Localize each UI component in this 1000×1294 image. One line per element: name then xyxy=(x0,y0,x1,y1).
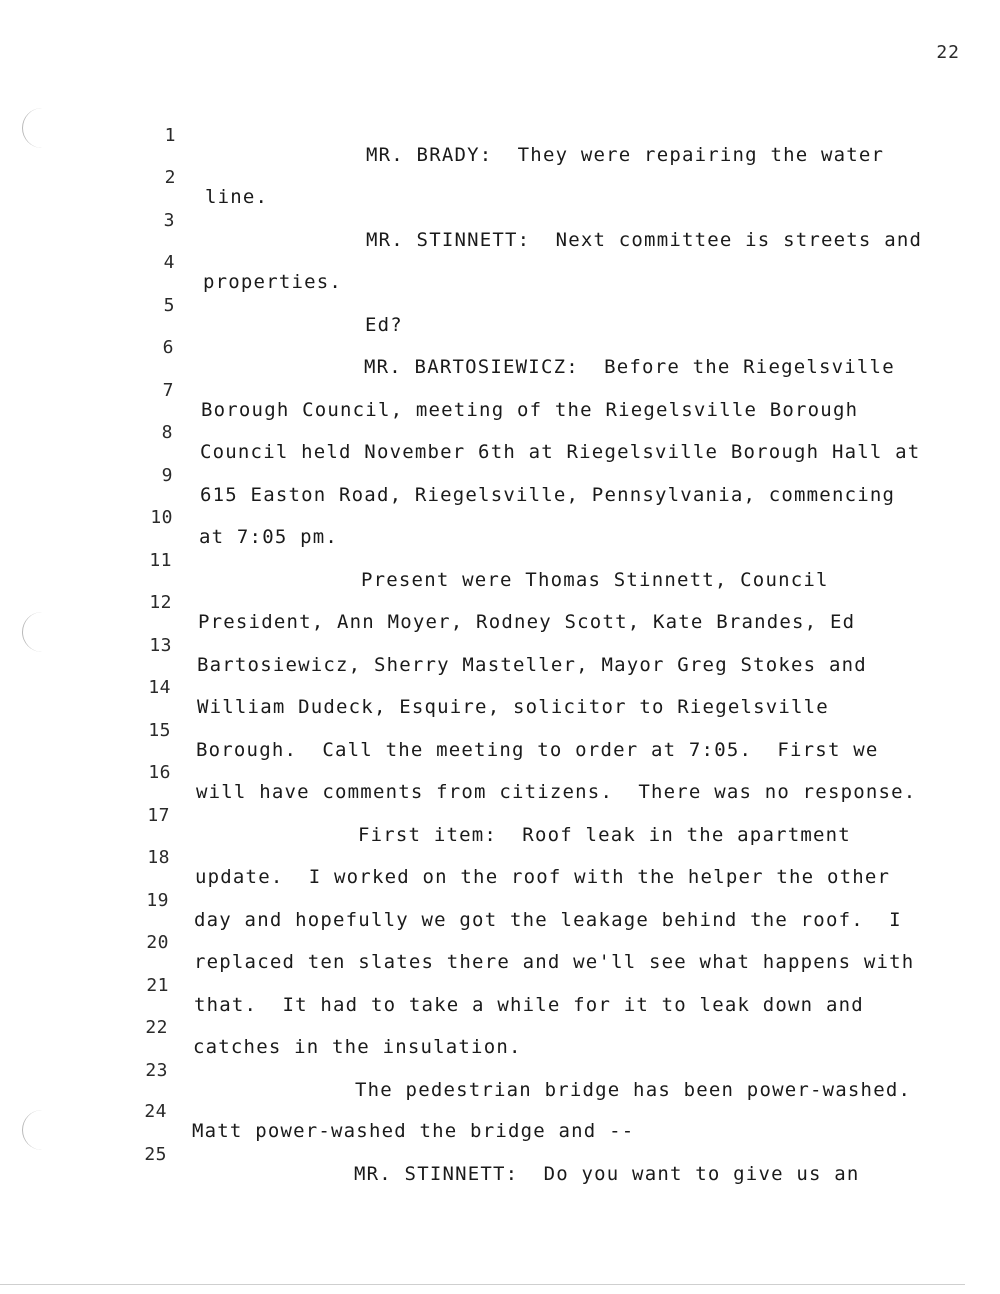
line-text: Matt power-washed the bridge and -- xyxy=(192,1120,635,1142)
line-text: Borough. Call the meeting to order at 7:05. First we xyxy=(196,739,879,761)
line-number: 1 xyxy=(164,125,176,146)
transcript-line xyxy=(0,318,1000,378)
transcript-line xyxy=(0,531,1000,591)
line-text: replaced ten slates there and we'll see what happens with xyxy=(194,951,915,973)
line-text: MR. STINNETT: Do you want to give us an xyxy=(354,1163,860,1185)
line-text: MR. BARTOSIEWICZ: Before the Riegelsville xyxy=(364,356,895,378)
line-text: First item: Roof leak in the apartment xyxy=(358,824,851,846)
transcript-line xyxy=(0,998,1000,1058)
line-number: 21 xyxy=(146,975,169,996)
line-text: will have comments from citizens. There was no response. xyxy=(196,781,917,803)
line-number: 5 xyxy=(163,295,175,316)
line-number: 16 xyxy=(148,762,171,783)
line-text: catches in the insulation. xyxy=(193,1036,522,1058)
transcript-line xyxy=(0,871,1000,931)
line-number: 3 xyxy=(163,210,175,231)
line-number: 17 xyxy=(147,805,170,826)
transcript-line xyxy=(0,191,1000,251)
line-text: MR. STINNETT: Next committee is streets and xyxy=(366,229,923,251)
transcript-line xyxy=(0,786,1000,846)
line-number: 2 xyxy=(164,167,176,188)
line-text: line. xyxy=(205,186,269,208)
line-number: 11 xyxy=(149,550,172,571)
line-text: Council held November 6th at Riegelsville Borough Hall at xyxy=(200,441,921,463)
transcript-line xyxy=(0,956,1000,1016)
line-number: 13 xyxy=(149,635,172,656)
line-number: 20 xyxy=(146,932,169,953)
line-text: day and hopefully we got the leakage behind the roof. I xyxy=(194,909,902,931)
transcript-line xyxy=(0,148,1000,208)
line-number: 25 xyxy=(144,1144,167,1165)
transcript-line xyxy=(0,616,1000,676)
line-text: President, Ann Moyer, Rodney Scott, Kate Brandes, Ed xyxy=(198,611,856,633)
line-number: 22 xyxy=(145,1017,168,1038)
transcript-line xyxy=(0,488,1000,548)
line-text: 615 Easton Road, Riegelsville, Pennsylvania, commencing xyxy=(200,484,896,506)
transcript-line xyxy=(0,361,1000,421)
transcript-line xyxy=(0,658,1000,718)
line-number: 6 xyxy=(162,337,174,358)
transcript-line xyxy=(0,106,1000,166)
transcript-line xyxy=(0,403,1000,463)
line-number: 7 xyxy=(162,380,174,401)
line-number: 10 xyxy=(150,507,173,528)
transcript-line xyxy=(0,1041,1000,1101)
line-text: MR. BRADY: They were repairing the water xyxy=(366,144,885,166)
line-number: 23 xyxy=(145,1060,168,1081)
line-text: update. I worked on the roof with the helper the other xyxy=(195,866,891,888)
line-text: Bartosiewicz, Sherry Masteller, Mayor Greg Stokes and xyxy=(197,654,867,676)
page-number: 22 xyxy=(936,42,960,63)
line-text: properties. xyxy=(203,271,343,293)
transcript-line xyxy=(0,276,1000,336)
transcript-line xyxy=(0,446,1000,506)
line-text: Ed? xyxy=(365,314,403,336)
transcript-line xyxy=(0,913,1000,973)
transcript-line xyxy=(0,573,1000,633)
line-text: William Dudeck, Esquire, solicitor to Riegelsville xyxy=(197,696,829,718)
transcript-line xyxy=(0,743,1000,803)
transcript-line xyxy=(0,1082,1000,1142)
line-number: 12 xyxy=(149,592,172,613)
line-number: 9 xyxy=(161,465,173,486)
transcript-line xyxy=(0,828,1000,888)
line-text: The pedestrian bridge has been power-washed. xyxy=(355,1079,912,1101)
line-text: Borough Council, meeting of the Riegelsville Borough xyxy=(201,399,859,421)
line-number: 18 xyxy=(147,847,170,868)
line-text: Present were Thomas Stinnett, Council xyxy=(361,569,829,591)
transcript-line xyxy=(0,701,1000,761)
line-number: 19 xyxy=(146,890,169,911)
line-number: 15 xyxy=(148,720,171,741)
line-number: 8 xyxy=(161,422,173,443)
transcript-line xyxy=(0,1125,1000,1185)
line-number: 4 xyxy=(163,252,175,273)
line-text: that. It had to take a while for it to leak down and xyxy=(194,994,864,1016)
line-text: at 7:05 pm. xyxy=(199,526,339,548)
page-bottom-edge xyxy=(0,1284,965,1285)
transcript-line xyxy=(0,233,1000,293)
line-number: 24 xyxy=(144,1101,167,1122)
line-number: 14 xyxy=(148,677,171,698)
